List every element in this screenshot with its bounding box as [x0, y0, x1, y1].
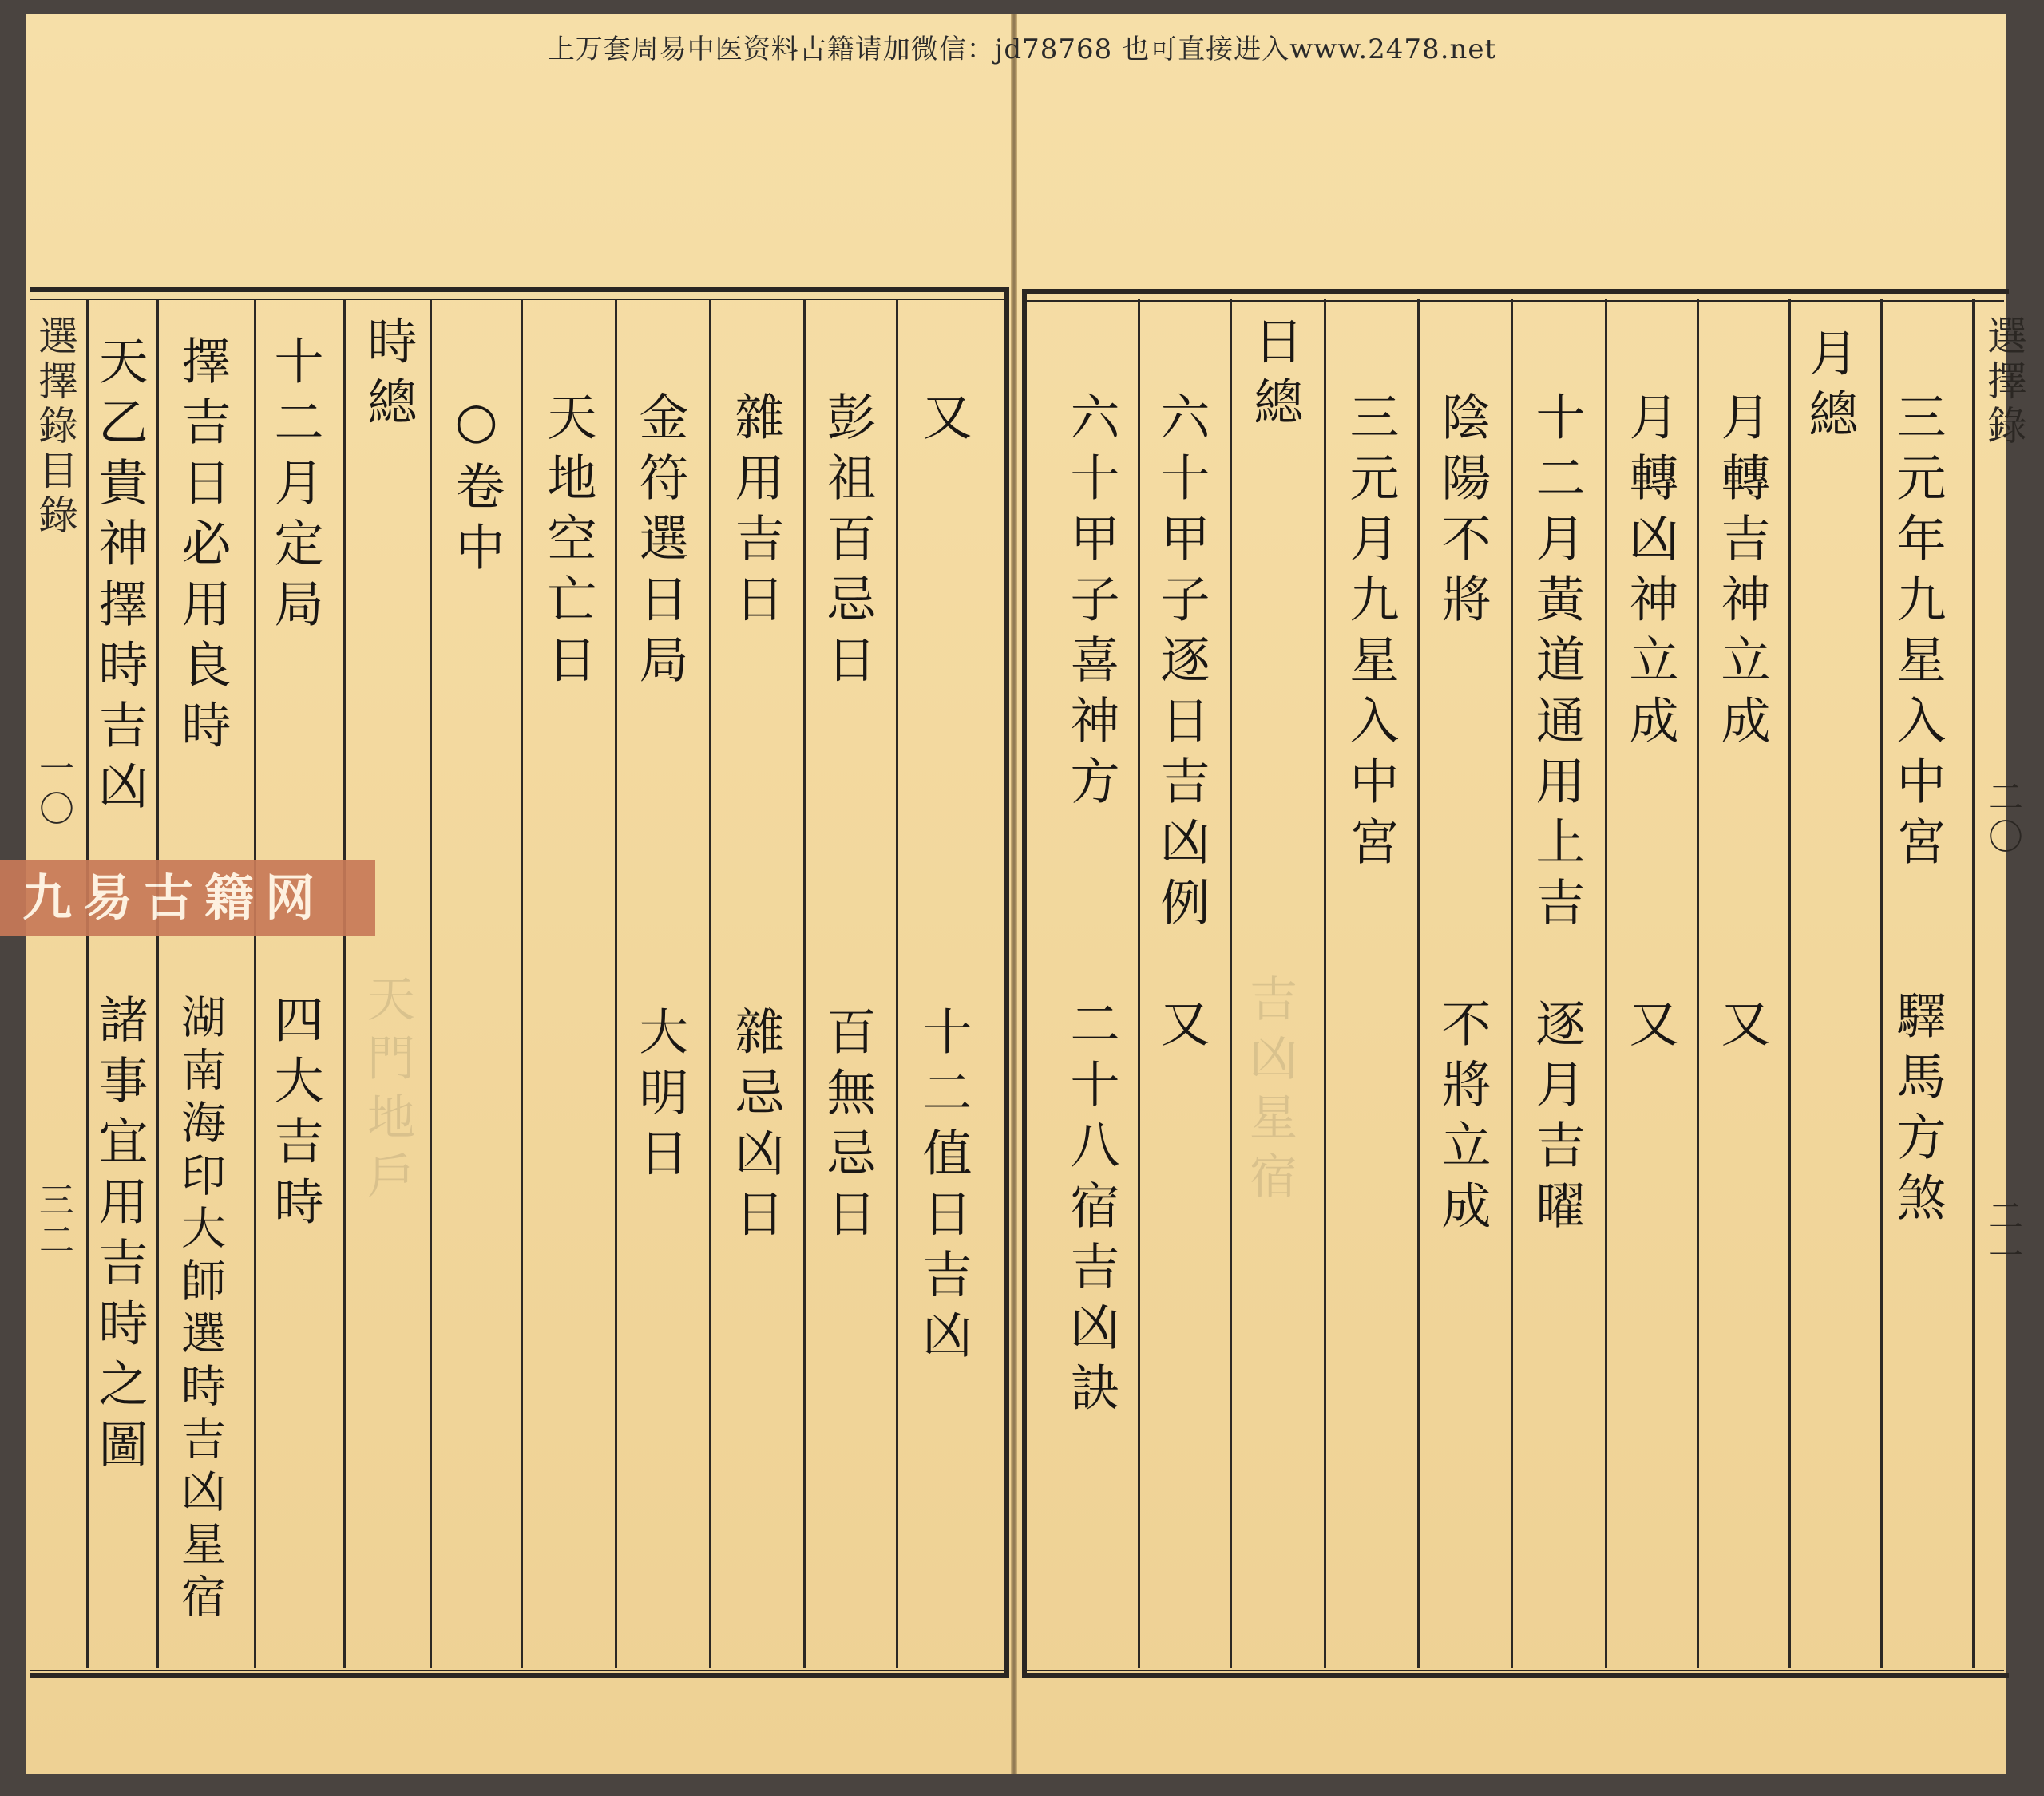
- column-rule: [1138, 299, 1140, 1668]
- section-heading: 日總: [1246, 315, 1304, 437]
- left-frame-inner-bottom: [30, 1670, 1004, 1671]
- left-page-number-top: 一〇: [33, 750, 73, 830]
- column-rule: [1697, 299, 1699, 1668]
- banner-text: 上万套周易中医资料古籍请加微信：jd78768 也可直接进入www.2478.net: [547, 34, 1497, 65]
- bleed-through: 天門地戶: [359, 974, 415, 1210]
- column-rule: [1324, 299, 1326, 1668]
- right-page-number-top: 二〇: [1982, 778, 2022, 858]
- watermark-text: 九易古籍网: [22, 868, 327, 927]
- column-rule: [521, 299, 523, 1668]
- toc-entry: 六十甲子逐日吉凶例: [1152, 391, 1210, 937]
- toc-entry: 十二月黃道通用上吉: [1527, 391, 1586, 937]
- toc-entry: 二十八宿吉凶訣: [1062, 998, 1120, 1422]
- toc-entry: 十二值日吉凶: [914, 1006, 972, 1370]
- toc-entry: 百無忌日: [818, 1006, 877, 1248]
- toc-entry: 天乙貴神擇時吉凶: [90, 335, 149, 821]
- column-rule: [1880, 299, 1883, 1668]
- toc-entry: 驛馬方煞: [1888, 990, 1947, 1232]
- right-frame-inner-bottom: [1022, 1670, 2004, 1671]
- toc-entry: 十二月定局: [266, 335, 324, 639]
- watermark-logo: [0, 860, 375, 936]
- column-rule: [86, 299, 89, 1668]
- toc-entry: 金符選日局: [631, 391, 689, 694]
- left-frame-inner-top: [30, 299, 1004, 300]
- toc-entry: 又: [1621, 998, 1679, 1058]
- toc-entry: 六十甲子喜神方: [1062, 391, 1120, 816]
- left-page-number-bottom: 三二: [33, 1181, 73, 1261]
- right-edge-title: 選擇錄: [1981, 315, 2027, 449]
- column-rule: [1788, 299, 1791, 1668]
- column-rule: [1972, 299, 1975, 1668]
- toc-entry: 逐月吉曜: [1527, 998, 1586, 1240]
- section-heading: 時總: [359, 315, 418, 437]
- toc-entry: 又: [1713, 998, 1771, 1058]
- toc-entry: 陰陽不將: [1433, 391, 1491, 634]
- column-rule: [430, 299, 432, 1668]
- column-rule: [156, 299, 159, 1668]
- toc-entry: 彭祖百忌日: [818, 391, 877, 694]
- toc-entry: 月轉吉神立成: [1713, 391, 1771, 755]
- column-rule: [1605, 299, 1607, 1668]
- toc-entry: 又: [1152, 998, 1210, 1058]
- volume-heading: ○卷中: [447, 391, 505, 582]
- toc-entry: 不將立成: [1433, 998, 1491, 1240]
- column-rule: [1230, 299, 1232, 1668]
- toc-entry: 雜忌凶日: [727, 1006, 785, 1248]
- book-spine: [1011, 14, 1017, 1774]
- right-frame-inner-top: [1022, 300, 2004, 302]
- column-rule: [1511, 299, 1513, 1668]
- column-rule: [254, 299, 256, 1668]
- column-rule: [803, 299, 806, 1668]
- toc-entry: 三元年九星入中宮: [1888, 391, 1947, 876]
- toc-entry: 雜用吉日: [727, 391, 785, 634]
- column-rule: [896, 299, 898, 1668]
- toc-entry: 諸事宜用吉時之圖: [90, 994, 149, 1479]
- left-edge-title: 選擇錄目錄: [32, 315, 78, 539]
- toc-entry: 四大吉時: [266, 994, 324, 1236]
- toc-entry: 三元月九星入中宮: [1341, 391, 1400, 876]
- toc-entry: 月轉凶神立成: [1621, 391, 1679, 755]
- column-rule: [615, 299, 617, 1668]
- bleed-through: 吉凶星宿: [1242, 974, 1297, 1210]
- column-rule: [343, 299, 346, 1668]
- toc-entry: 湖南海印大師選時吉凶星宿: [174, 994, 226, 1626]
- toc-entry: 擇吉日必用良時: [173, 335, 232, 760]
- column-rule: [709, 299, 711, 1668]
- toc-entry: 大明日: [631, 1006, 689, 1188]
- toc-entry: 又: [914, 391, 972, 452]
- section-heading: 月總: [1800, 327, 1859, 449]
- right-page-number-bottom: 二一: [1982, 1197, 2022, 1277]
- toc-entry: 天地空亡日: [539, 391, 597, 694]
- column-rule: [1417, 299, 1420, 1668]
